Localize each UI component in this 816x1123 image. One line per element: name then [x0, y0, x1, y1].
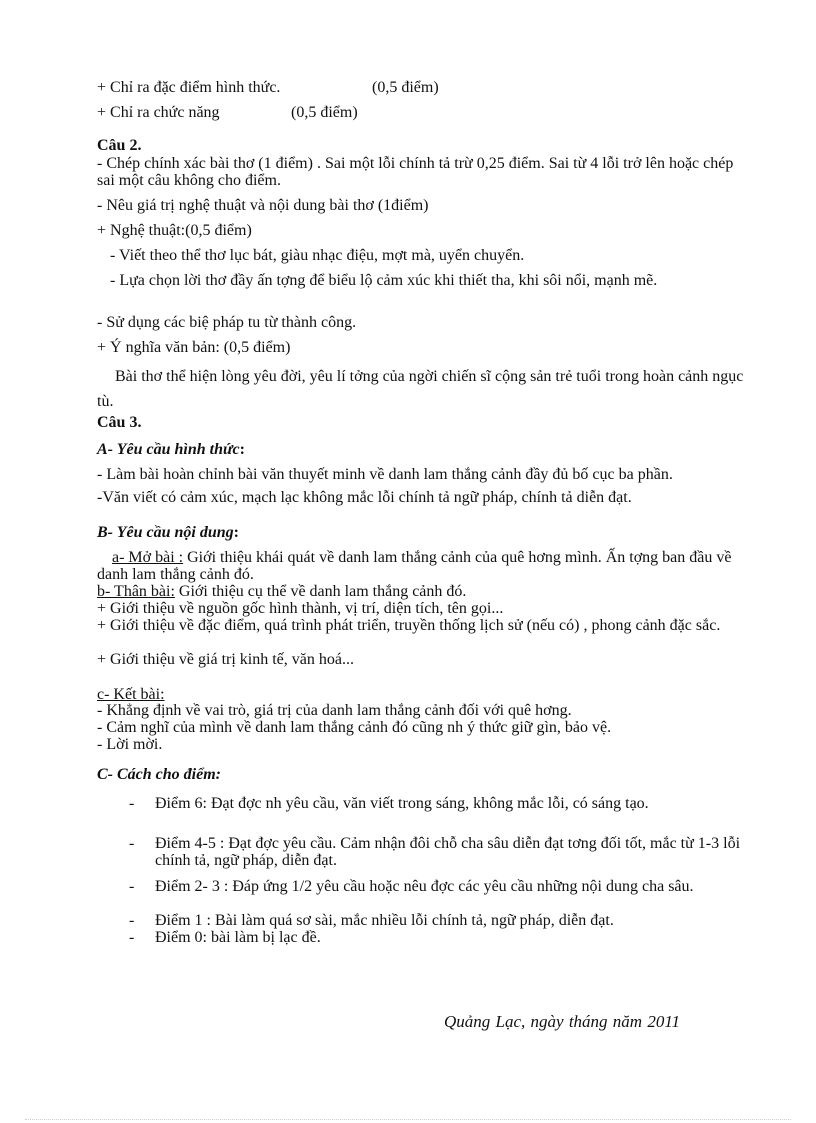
question-2-meaning: + Ý nghĩa văn bản: (0,5 điểm)	[97, 339, 291, 356]
section-c-heading: C- Cách cho điểm:	[97, 766, 221, 783]
conclusion-item-3: - Lời mời.	[97, 736, 163, 753]
score-dash-4: -	[129, 912, 135, 929]
score-item-0: Điểm 0: bài làm bị lạc đề.	[155, 929, 321, 946]
section-a-item-2: -Văn viết có cảm xúc, mạch lạc không mắc lỗi chính tả ngữ pháp, chính tả diễn đạt.	[97, 489, 632, 506]
question-2-heading: Câu 2.	[97, 137, 142, 154]
body-label: b- Thân bài:	[97, 583, 175, 600]
body-item-value: + Giới thiệu về giá trị kinh tế, văn hoá...	[97, 651, 354, 668]
body-item-features: + Giới thiệu về đặc điểm, quá trình phát triển, truyền thống lịch sử (nếu có) , phong cảnh đặc sắc.	[97, 617, 721, 634]
body-paragraph	[97, 583, 466, 601]
section-a-item-1: - Làm bài hoàn chỉnh bài văn thuyết minh về danh lam thắng cảnh đầy đủ bố cục ba phần.	[97, 466, 673, 483]
question-2-copy-rule: - Chép chính xác bài thơ (1 điểm) . Sai một lỗi chính tả trừ 0,25 điểm. Sai từ 4 lỗi trở lên hoặc chép sai một câu không cho điểm.	[97, 155, 734, 189]
section-a-heading	[97, 441, 245, 459]
criterion-form-score: (0,5 điểm)	[372, 79, 439, 96]
section-b-title: B- Yêu cầu nội dung	[97, 524, 234, 541]
score-item-6: Điểm 6: Đạt đợc nh yêu cầu, văn viết trong sáng, không mắc lỗi, có sáng tạo.	[155, 795, 649, 812]
signature-date: Quảng Lạc, ngày tháng năm 2011	[444, 1012, 681, 1031]
score-item-1: Điểm 1 : Bài làm quá sơ sài, mắc nhiều lỗi chính tả, ngữ pháp, diễn đạt.	[155, 912, 614, 929]
section-b-heading	[97, 524, 239, 542]
section-a-colon: :	[239, 441, 245, 458]
section-b-colon: :	[233, 524, 239, 541]
criterion-form: + Chỉ ra đặc điểm hình thức.	[97, 79, 281, 96]
intro-label: a- Mở bài :	[112, 549, 184, 566]
question-3-heading: Câu 3.	[97, 414, 142, 431]
question-2-meaning-text: Bài thơ thể hiện lòng yêu đời, yêu lí tởng của ngời chiến sĩ cộng sản trẻ tuổi trong hoàn cảnh ngục tù.	[97, 368, 744, 410]
question-2-art: + Nghệ thuật:(0,5 điểm)	[97, 222, 252, 239]
criterion-function-score: (0,5 điểm)	[291, 104, 358, 121]
question-2-art-3: - Sử dụng các biệ pháp tu từ thành công.	[97, 314, 357, 331]
score-item-4-5: Điểm 4-5 : Đạt đợc yêu cầu. Cảm nhận đôi chỗ cha sâu diễn đạt tơng đối tốt, mắc từ 1-3 lỗi chính tả, ngữ pháp, diễn đạt.	[155, 835, 741, 869]
score-dash-5: -	[129, 929, 135, 946]
question-2-art-1: - Viết theo thể thơ lục bát, giàu nhạc điệu, mợt mà, uyển chuyển.	[110, 247, 525, 264]
conclusion-label: c- Kết bài:	[97, 686, 165, 703]
intro-paragraph	[97, 549, 753, 583]
page-bottom-dotted-line	[25, 1119, 791, 1120]
body-item-origin: + Giới thiệu về nguồn gốc hình thành, vị trí, diện tích, tên gọi...	[97, 600, 504, 617]
criterion-function: + Chỉ ra chức năng	[97, 104, 220, 121]
score-dash-2: -	[129, 835, 135, 852]
conclusion-item-2: - Cảm nghĩ của mình về danh lam thắng cảnh đó cũng nh ý thức giữ gìn, bảo vệ.	[97, 719, 612, 736]
conclusion-item-1: - Khẳng định về vai trò, giá trị của danh lam thắng cảnh đối với quê hơng.	[97, 702, 572, 719]
score-item-2-3: Điểm 2- 3 : Đáp ứng 1/2 yêu cầu hoặc nêu đợc các yêu cầu những nội dung cha sâu.	[155, 878, 694, 895]
section-a-title: A- Yêu cầu hình thức	[97, 441, 240, 458]
score-dash-1: -	[129, 795, 135, 812]
question-2-value: - Nêu giá trị nghệ thuật và nội dung bài thơ (1điểm)	[97, 197, 429, 214]
body-text: Giới thiệu cụ thể về danh lam thắng cảnh đó.	[178, 583, 467, 600]
question-2-art-2: - Lựa chọn lời thơ đầy ấn tợng để biểu lộ cảm xúc khi thiết tha, khi sôi nổi, mạnh mẽ.	[110, 272, 658, 289]
intro-text: Giới thiệu khái quát về danh lam thắng cảnh của quê hơng mình. Ấn tợng ban đầu về danh lam thắng cảnh đó.	[97, 549, 732, 583]
score-dash-3: -	[129, 878, 135, 895]
